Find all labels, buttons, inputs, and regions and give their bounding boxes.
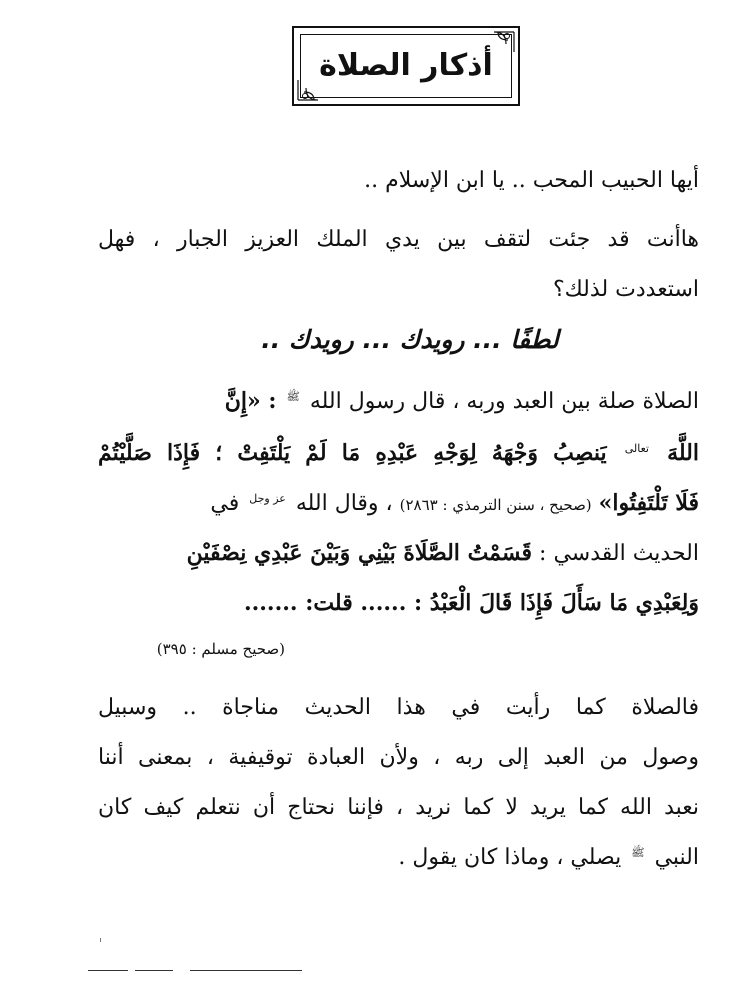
intro-line: أيها الحبيب المحب .. يا ابن الإسلام .. (364, 168, 699, 193)
honorific-icon: ﷺ (286, 389, 300, 403)
para3-line-1: فالصلاة كما رأيت في هذا الحديث مناجاة .. وسبيل (98, 695, 699, 720)
hadith-source-tirmidhi: (صحيح ، سنن الترمذي : ٢٨٦٣) (399, 496, 592, 514)
para2-line-2: استعددت لذلك؟ (552, 277, 699, 302)
para3-line-2: وصول من العبد إلى ربه ، ولأن العبادة توقيفية ، بمعنى أننا (98, 745, 699, 770)
hadith-intro-text: الصلاة صلة بين العبد وربه ، قال رسول الله (309, 389, 699, 414)
hadith-source-muslim: (صحيح مسلم : ٣٩٥) (156, 640, 285, 658)
para3-line-3: نعبد الله كما يريد لا كما نريد ، فإننا نحتاج أن نتعلم كيف كان (98, 795, 699, 820)
hadith-line-4 (98, 540, 699, 567)
hadith-line-3 (98, 490, 699, 517)
footer-rule (135, 970, 173, 971)
honorific-icon: تعالى (624, 441, 649, 455)
honorific-icon: عز وجل (249, 491, 286, 505)
hadith-qudsi-quote: قَسَمْتُ الصَّلَاةَ بَيْنِي وَبَيْنَ عَبْدِي نِصْفَيْنِ (186, 540, 533, 566)
footer-rule (190, 970, 302, 971)
hadith-quote-text: يَنصِبُ وَجْهَهُ لِوَجْهِ عَبْدِهِ مَا لَمْ يَلْتَفِتْ ؛ فَإِذَا صَلَّيْتُمْ (98, 440, 607, 466)
hadith-allah: اللَّهَ (667, 440, 699, 466)
para3-nabi: النبي (654, 845, 699, 870)
page-title: أذكار الصلاة (319, 48, 493, 83)
footer-rule (88, 970, 128, 971)
hadith-line-5: وَلِعَبْدِي مَا سَأَلَ فَإِذَا قَالَ الْعَبْدُ : ...... قلت: ....... (243, 590, 699, 616)
hadith-quote-end: فَلَا تَلْتَفِتُوا» (598, 490, 699, 516)
hadith-line-2 (98, 440, 699, 466)
para3-tail: يصلي ، وماذا كان يقول . (398, 845, 622, 870)
hadith-connector: ، وقال الله (295, 491, 393, 516)
hadith-quote-open: : «إِنَّ (224, 388, 277, 414)
para2-line-1: هاأنت قد جئت لتقف بين يدي الملك العزيز الجبار ، فهل (98, 227, 699, 252)
subheading: لطفًا ... رويدك ... رويدك .. (261, 325, 559, 354)
honorific-icon: ﷺ (631, 845, 645, 859)
hadith-qudsi-label: الحديث القدسي : (539, 541, 699, 566)
title-frame (292, 26, 520, 106)
hadith-line-1 (98, 388, 699, 415)
para3-line-4 (398, 845, 699, 871)
hadith-fi: في (210, 491, 240, 516)
margin-tick (100, 938, 101, 942)
